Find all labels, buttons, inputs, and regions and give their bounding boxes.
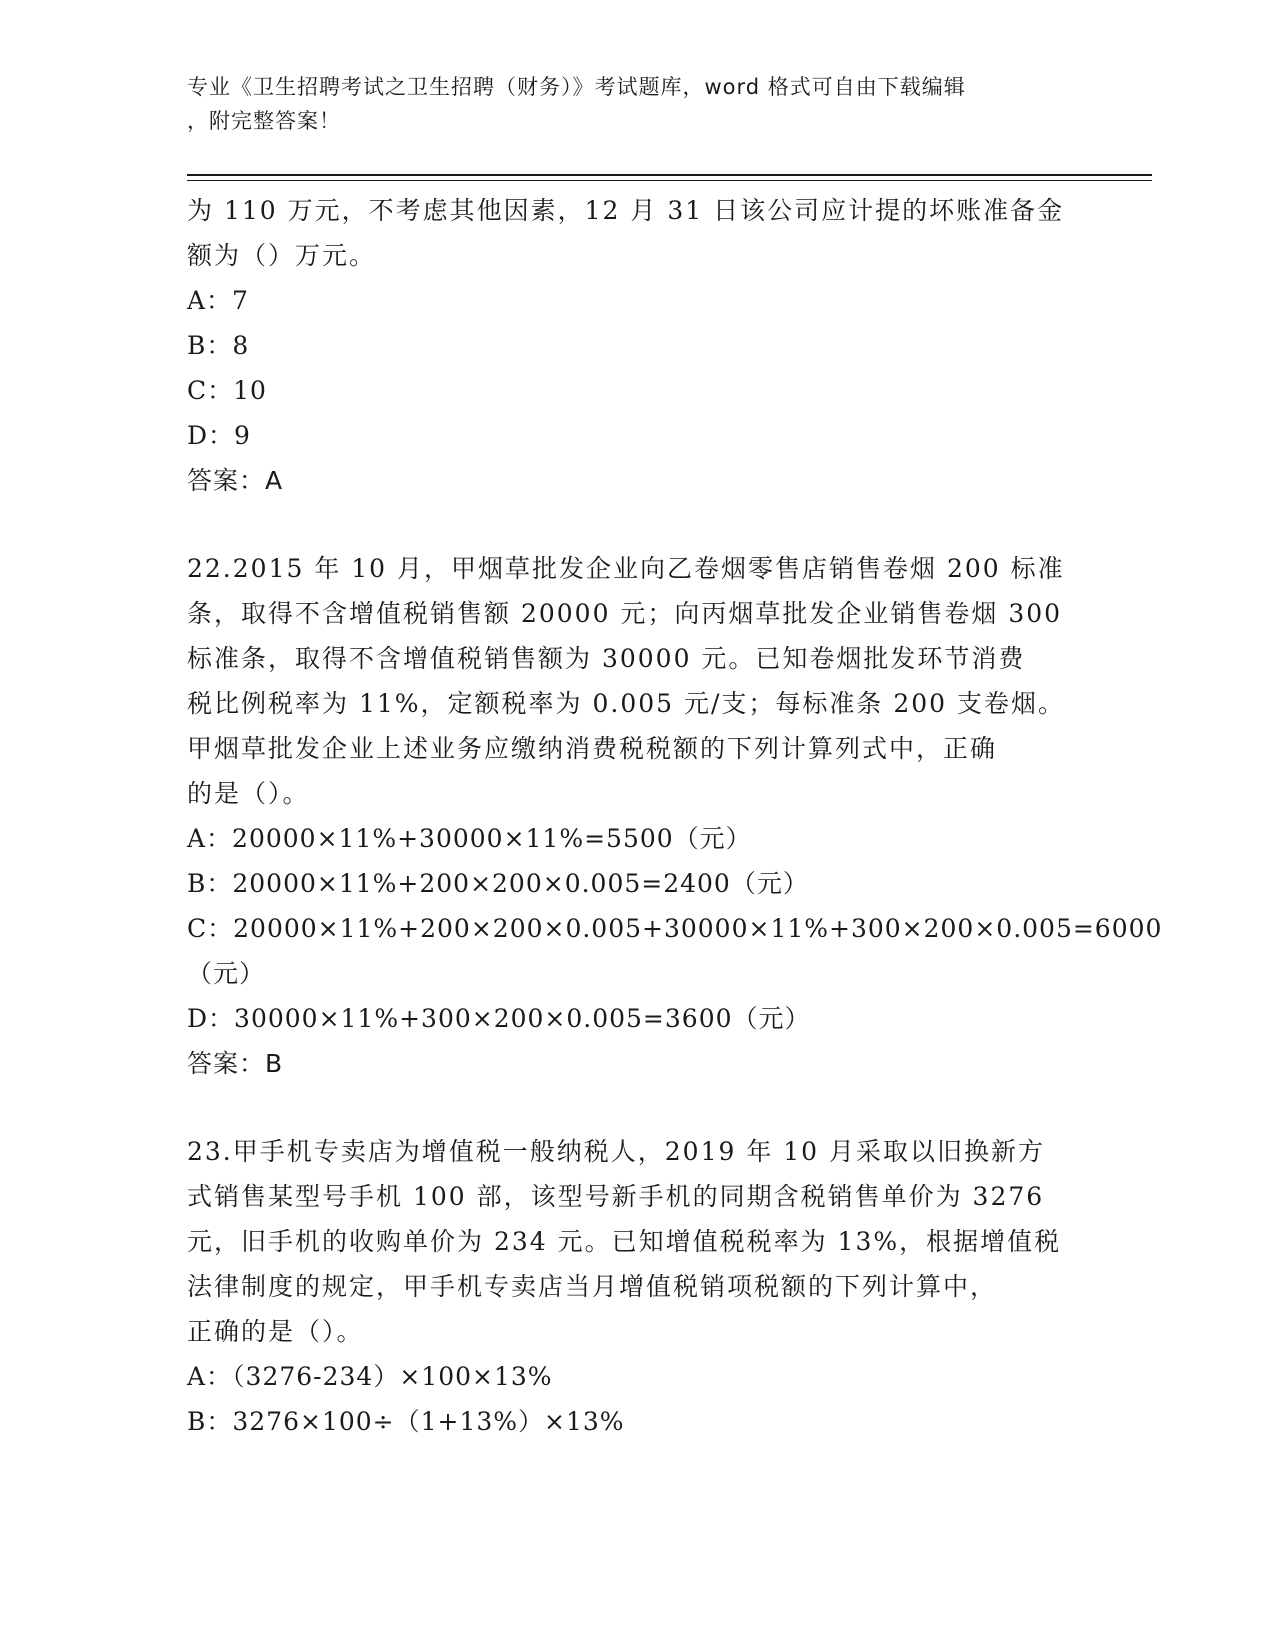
- question-21: [187, 188, 1107, 503]
- header-line-2: ，附完整答案！: [187, 109, 341, 133]
- option-c: C：10: [187, 376, 267, 405]
- question-text-line: 额为（）万元。: [187, 241, 377, 270]
- header-line-1: 专业《卫生招聘考试之卫生招聘（财务）》考试题库，word 格式可自由下载编辑: [187, 75, 966, 99]
- option-b: B：20000×11%+200×200×0.005=2400（元）: [187, 869, 809, 898]
- answer-line: 答案：B: [187, 1049, 284, 1078]
- answer-line: 答案：A: [187, 466, 284, 495]
- question-text-line: 22.2015 年 10 月，甲烟草批发企业向乙卷烟零售店销售卷烟 200 标准: [187, 554, 1065, 583]
- header-divider: [187, 174, 1152, 181]
- question-23: [187, 1129, 1107, 1444]
- question-text-line: 元，旧手机的收购单价为 234 元。已知增值税税率为 13%，根据增值税: [187, 1227, 1062, 1256]
- option-b: B：8: [187, 331, 250, 360]
- option-b: B：3276×100÷（1+13%）×13%: [187, 1407, 625, 1436]
- question-text-line: 23.甲手机专卖店为增值税一般纳税人，2019 年 10 月采取以旧换新方: [187, 1137, 1046, 1166]
- question-text-line: 法律制度的规定，甲手机专卖店当月增值税销项税额的下列计算中，: [187, 1272, 998, 1301]
- option-d: D：9: [187, 421, 251, 450]
- option-c-continued: （元）: [187, 959, 266, 988]
- question-text-line: 标准条，取得不含增值税销售额为 30000 元。已知卷烟批发环节消费: [187, 644, 1026, 673]
- question-text-line: 甲烟草批发企业上述业务应缴纳消费税税额的下列计算列式中，正确: [187, 734, 998, 763]
- question-text-line: 税比例税率为 11%，定额税率为 0.005 元/支；每标准条 200 支卷烟。: [187, 689, 1066, 718]
- page-header: [187, 70, 1087, 138]
- question-22: [187, 546, 1163, 1086]
- question-text-line: 的是（）。: [187, 779, 310, 808]
- option-c: C：20000×11%+200×200×0.005+30000×11%+300×200×0.005=6000: [187, 914, 1163, 943]
- document-body: [187, 188, 1163, 1444]
- question-text-line: 式销售某型号手机 100 部，该型号新手机的同期含税销售单价为 3276: [187, 1182, 1045, 1211]
- question-text-line: 条，取得不含增值税销售额 20000 元；向丙烟草批发企业销售卷烟 300: [187, 599, 1063, 628]
- spacer: [187, 503, 1107, 546]
- option-a: A：20000×11%+30000×11%=5500（元）: [187, 824, 752, 853]
- spacer: [187, 1086, 1107, 1129]
- question-text-line: 为 110 万元，不考虑其他因素，12 月 31 日该公司应计提的坏账准备金: [187, 196, 1065, 225]
- option-a: A：（3276-234）×100×13%: [187, 1362, 553, 1391]
- question-text-line: 正确的是（）。: [187, 1317, 364, 1346]
- option-a: A：7: [187, 286, 249, 315]
- option-d: D：30000×11%+300×200×0.005=3600（元）: [187, 1004, 811, 1033]
